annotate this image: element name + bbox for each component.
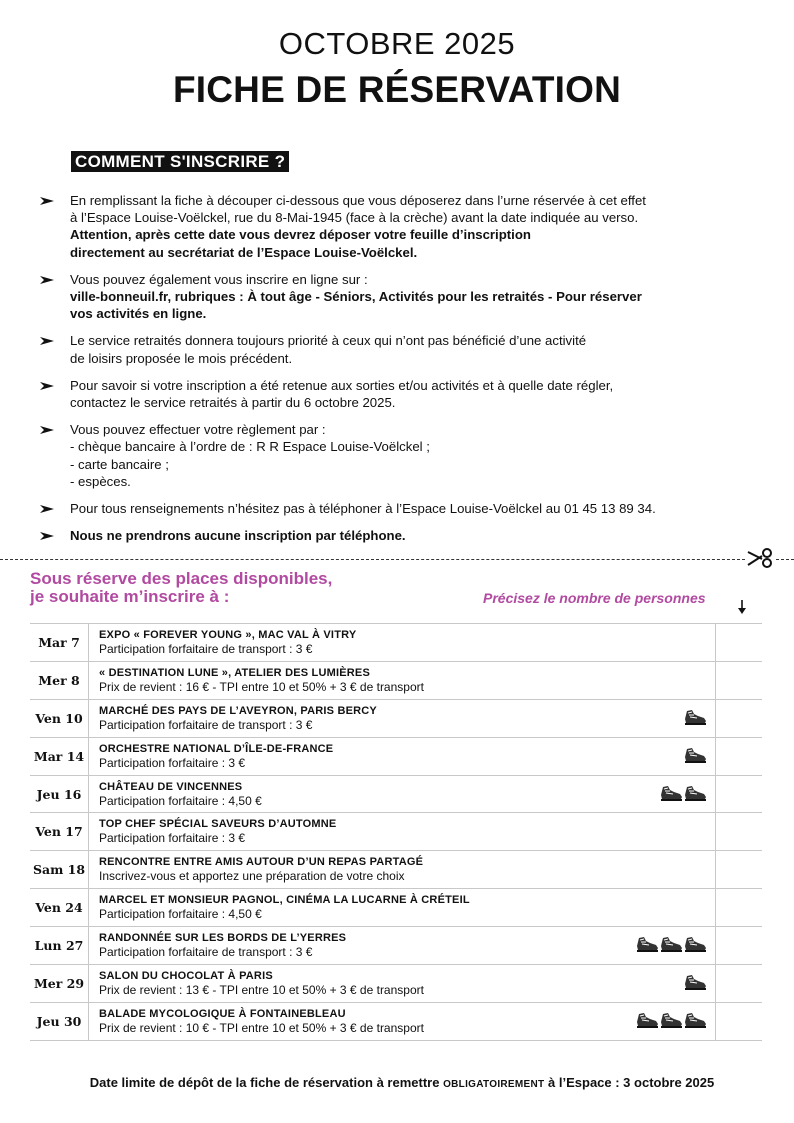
activity-date: Mar 14 [30,738,89,775]
page-month: OCTOBRE 2025 [278,26,516,61]
instruction-line: Vous pouvez également vous inscrire en ligne sur : [70,271,368,287]
instruction-line: Le service retraités donnera toujours priorité à ceux qui n’ont pas bénéficié d’une activité [70,333,587,349]
persons-count-field[interactable] [716,662,761,699]
instruction-item [40,192,750,261]
instruction-item [40,332,750,366]
instruction-line: de loisirs proposée le mois précédent. [70,350,293,366]
activity-row [30,776,762,814]
walking-shoe-icon [659,1011,683,1029]
instruction-line: - espèces. [70,473,131,489]
activity-date: Mar 7 [30,624,89,661]
activity-title: EXPO « FOREVER YOUNG », MAC VAL À VITRY [99,629,357,641]
activity-date: Ven 10 [30,700,89,737]
activity-description [89,851,716,888]
activity-title: « DESTINATION LUNE », ATELIER DES LUMIÈRES [99,666,370,679]
instruction-line: Attention, après cette date vous devrez déposer votre feuille d’inscription [70,227,531,243]
page-title: FICHE DE RÉSERVATION [172,69,622,110]
scissors-icon [746,546,774,570]
instruction-line: Pour savoir si votre inscription a été retenue aux sorties et/ou activités et à quelle date régler, [70,377,614,393]
activity-title: TOP CHEF SPÉCIAL SAVEURS D’AUTOMNE [99,818,337,831]
activity-description [89,927,716,964]
walking-shoe-icon [659,935,683,953]
persons-count-field[interactable] [716,700,761,737]
activity-title: BALADE MYCOLOGIQUE À FONTAINEBLEAU [99,1007,346,1020]
arrow-bullet-icon [40,425,54,435]
activity-row [30,624,762,662]
instruction-item [40,377,750,411]
activity-price: Participation forfaitaire : 3 € [99,755,246,770]
instruction-line: - chèque bancaire à l’ordre de : R R Espace Louise-Voëlckel ; [70,439,430,455]
walking-shoe-icon [635,1011,659,1029]
deadline-emphasis: OBLIGATOIREMENT [443,1079,545,1090]
walking-shoe-icon [635,935,659,953]
how-to-heading: COMMENT S'INSCRIRE ? [71,151,289,172]
activity-date: Sam 18 [30,851,89,888]
down-arrow-icon [736,599,748,615]
deadline-date: à l’Espace : 3 octobre 2025 [544,1075,715,1090]
activity-title: RENCONTRE ENTRE AMIS AUTOUR D’UN REPAS PARTAGÉ [99,856,424,869]
instruction-line: Nous ne prendrons aucune inscription par téléphone. [70,528,406,544]
cut-line [0,559,745,560]
activity-row [30,700,762,738]
walking-shoe-icon [683,784,707,802]
arrow-bullet-icon [40,531,54,541]
reserve-line-2: je souhaite m’inscrire à : [30,587,230,606]
activity-price: Participation forfaitaire : 3 € [99,831,246,846]
walking-shoe-icon [659,784,683,802]
walking-shoe-icon [683,935,707,953]
arrow-bullet-icon [40,275,54,285]
walking-difficulty [659,784,707,802]
activity-title: MARCHÉ DES PAYS DE L’AVEYRON, PARIS BERCY [99,704,377,717]
activity-date: Jeu 16 [30,776,89,813]
activity-description [89,776,716,813]
walking-difficulty [683,973,707,991]
activity-description [89,889,716,926]
activity-description [89,965,716,1002]
persons-count-field[interactable] [716,738,761,775]
activities-table [30,623,762,1041]
activity-description [89,700,716,737]
activity-price: Participation forfaitaire de transport : 3 € [99,642,313,656]
instruction-item [40,500,750,517]
instruction-line: - carte bancaire ; [70,456,169,472]
activity-date: Mer 8 [30,662,89,699]
persons-count-field[interactable] [716,927,761,964]
arrow-bullet-icon [40,504,54,514]
instruction-line: Vous pouvez effectuer votre règlement par : [70,422,326,438]
instructions-list [40,192,750,554]
activity-price: Prix de revient : 13 € - TPI entre 10 et 50% + 3 € de transport [99,983,424,998]
persons-hint: Précisez le nombre de personnes [483,590,706,606]
activity-row [30,889,762,927]
deadline-text: Date limite de dépôt de la fiche de réservation à remettre [89,1075,444,1090]
activity-date: Mer 29 [30,965,89,1002]
activity-price: Prix de revient : 10 € - TPI entre 10 et 50% + 3 € de transport [99,1020,424,1035]
activity-row [30,965,762,1003]
persons-count-field[interactable] [716,624,761,661]
instruction-line: vos activités en ligne. [70,306,207,322]
arrow-bullet-icon [40,196,54,206]
instruction-line: contactez le service retraités à partir du 6 octobre 2025. [70,395,396,411]
activity-description [89,738,716,775]
walking-shoe-icon [683,746,707,764]
deadline-note [0,1075,794,1090]
activity-row [30,813,762,851]
instruction-line: Pour tous renseignements n’hésitez pas à téléphoner à l’Espace Louise-Voëlckel au 01 45 13 89 34. [70,501,656,517]
activity-description [89,1003,716,1040]
activity-description [89,624,716,661]
activity-price: Prix de revient : 16 € - TPI entre 10 et 50% + 3 € de transport [99,679,424,694]
walking-shoe-icon [683,708,707,726]
activity-date: Ven 17 [30,813,89,850]
persons-count-field[interactable] [716,776,761,813]
walking-shoe-icon [683,973,707,991]
instruction-item [40,421,750,490]
activity-description [89,662,716,699]
activity-price: Participation forfaitaire : 4,50 € [99,793,262,808]
activity-price: Participation forfaitaire : 4,50 € [99,907,262,922]
activity-date: Lun 27 [30,927,89,964]
reserve-line-1: Sous réserve des places disponibles, [30,569,333,588]
activity-row [30,662,762,700]
persons-count-field[interactable] [716,1003,761,1040]
activity-date: Jeu 30 [30,1003,89,1040]
activity-price: Inscrivez-vous et apportez une préparation de votre choix [99,869,405,884]
activity-price: Participation forfaitaire de transport : 3 € [99,945,313,960]
activity-title: CHÂTEAU DE VINCENNES [99,780,243,793]
activity-row [30,738,762,776]
instruction-line: En remplissant la fiche à découper ci-dessous que vous déposerez dans l’urne réservée à cet effet [70,193,646,208]
cut-line-end [776,559,794,560]
instruction-line: à l’Espace Louise-Voëlckel, rue du 8-Mai-1945 (face à la crèche) avant la date indiquée au verso. [70,210,639,226]
activity-row [30,851,762,889]
reserve-statement [30,570,332,606]
activity-row [30,927,762,965]
instruction-line: directement au secrétariat de l’Espace Louise-Voëlckel. [70,244,418,260]
walking-difficulty [683,746,707,764]
arrow-bullet-icon [40,381,54,391]
instruction-item [40,527,750,544]
instruction-item [40,271,750,323]
activity-date: Ven 24 [30,889,89,926]
activity-price: Participation forfaitaire de transport : 3 € [99,717,313,732]
arrow-bullet-icon [40,336,54,346]
activity-title: MARCEL ET MONSIEUR PAGNOL, CINÉMA LA LUCARNE À CRÉTEIL [99,894,470,907]
persons-count-field[interactable] [716,965,761,1002]
activity-row [30,1003,762,1041]
walking-difficulty [635,1011,707,1029]
persons-count-field[interactable] [716,813,761,850]
persons-count-field[interactable] [716,889,761,926]
instruction-line: ville-bonneuil.fr, rubriques : À tout âge - Séniors, Activités pour les retraités - Pour réserver [70,289,642,305]
persons-count-field[interactable] [716,851,761,888]
walking-difficulty [635,935,707,953]
walking-difficulty [683,708,707,726]
activity-title: ORCHESTRE NATIONAL D’ÎLE-DE-FRANCE [99,742,334,755]
activity-title: SALON DU CHOCOLAT À PARIS [99,970,273,983]
activity-title: RANDONNÉE SUR LES BORDS DE L’YERRES [99,932,347,945]
walking-shoe-icon [683,1011,707,1029]
activity-description [89,813,716,850]
